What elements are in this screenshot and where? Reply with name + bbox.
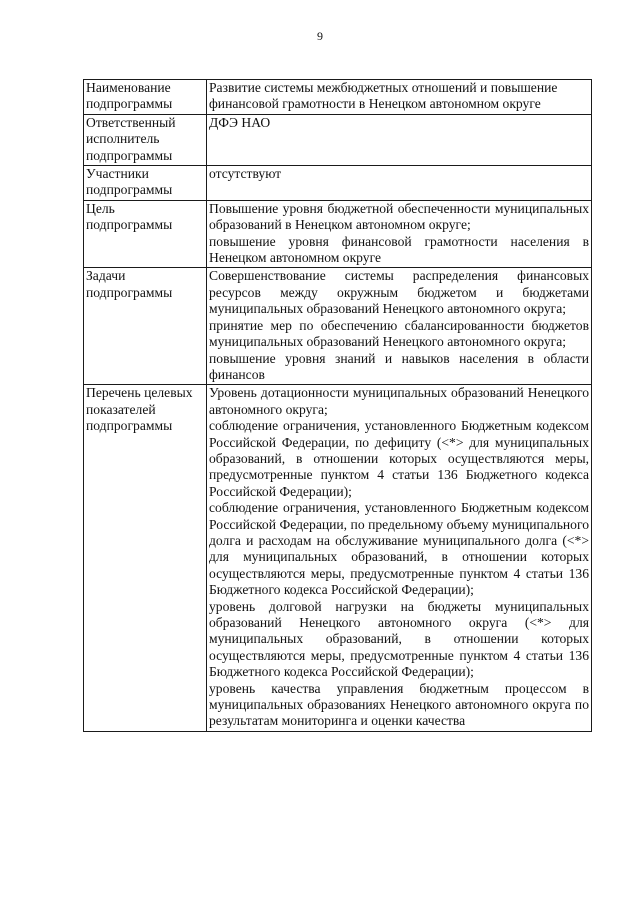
row-label: Перечень целевых показателей подпрограммы: [86, 385, 193, 434]
row-paragraph: Совершенствование системы распределения финансовых ресурсов между окружным бюджетом и бюджетами муниципальных образований Ненецкого автономного округа;: [209, 268, 589, 317]
table-row: [84, 80, 592, 115]
row-paragraph: отсутствуют: [209, 166, 282, 182]
row-label-cell: [84, 385, 207, 732]
row-paragraph: Уровень дотационности муниципальных образований Ненецкого автономного округа;: [209, 385, 589, 417]
row-value-cell: [207, 268, 592, 385]
row-label-cell: [84, 166, 207, 201]
row-paragraph: уровень качества управления бюджетным процессом в муниципальных образованиях Ненецкого автономного округа по результатам мониторинга и оценки качества: [209, 680, 589, 729]
table-row: [84, 385, 592, 732]
row-paragraph: принятие мер по обеспечению сбалансированности бюджетов муниципальных образований Ненецкого автономного округа;: [209, 317, 589, 350]
row-label: Цель подпрограммы: [86, 200, 173, 233]
table-row: [84, 268, 592, 385]
row-label-cell: [84, 80, 207, 115]
table-row: [84, 200, 592, 268]
row-label-cell: [84, 114, 207, 165]
page-number: 9: [317, 29, 323, 43]
row-paragraph: Развитие системы межбюджетных отношений и повышение финансовой грамотности в Ненецком автономном округе: [209, 80, 558, 112]
table-row: [84, 166, 592, 201]
row-value-cell: [207, 200, 592, 268]
row-paragraph: уровень долговой нагрузки на бюджеты муниципальных образований Ненецкого автономного округа (<*> для муниципальных образований, в отношении которых осуществляются меры, предусмотренные пунктом 4 статьи 136 Бюджетного кодекса Российской Федерации);: [209, 598, 589, 680]
subprogram-passport-table: [83, 79, 592, 732]
row-paragraph: Повышение уровня бюджетной обеспеченности муниципальных образований в Ненецком автономном округе;: [209, 200, 589, 233]
row-value-cell: [207, 114, 592, 165]
row-paragraph: повышение уровня знаний и навыков населения в области финансов: [209, 350, 589, 382]
row-label: Наименование подпрограммы: [86, 80, 173, 112]
table-row: [84, 114, 592, 165]
row-label: Ответственный исполнитель подпрограммы: [86, 114, 176, 163]
row-paragraph: соблюдение ограничения, установленного Бюджетным кодексом Российской Федерации, по предельному объему муниципального долга и расходам на обслуживание муниципального долга (<*> для муниципальных образований, в отношении которых осуществляются меры, предусмотренные пунктом 4 статьи 136 Бюджетного кодекса Российской Федерации);: [209, 500, 589, 598]
row-value-cell: [207, 385, 592, 732]
row-value-cell: [207, 166, 592, 201]
row-label-cell: [84, 200, 207, 268]
row-label-cell: [84, 268, 207, 385]
row-paragraph: соблюдение ограничения, установленного Бюджетным кодексом Российской Федерации, по дефициту (<*> для муниципальных образований, в отношении которых осуществляются меры, предусмотренные пунктом 4 статьи 136 Бюджетного кодекса Российской Федерации);: [209, 418, 589, 499]
row-label: Участники подпрограммы: [86, 166, 173, 198]
row-paragraph: повышение уровня финансовой грамотности населения в Ненецком автономном округе: [209, 233, 589, 266]
row-label: Задачи подпрограммы: [86, 268, 173, 300]
row-value-cell: [207, 80, 592, 115]
row-paragraph: ДФЭ НАО: [209, 114, 271, 130]
